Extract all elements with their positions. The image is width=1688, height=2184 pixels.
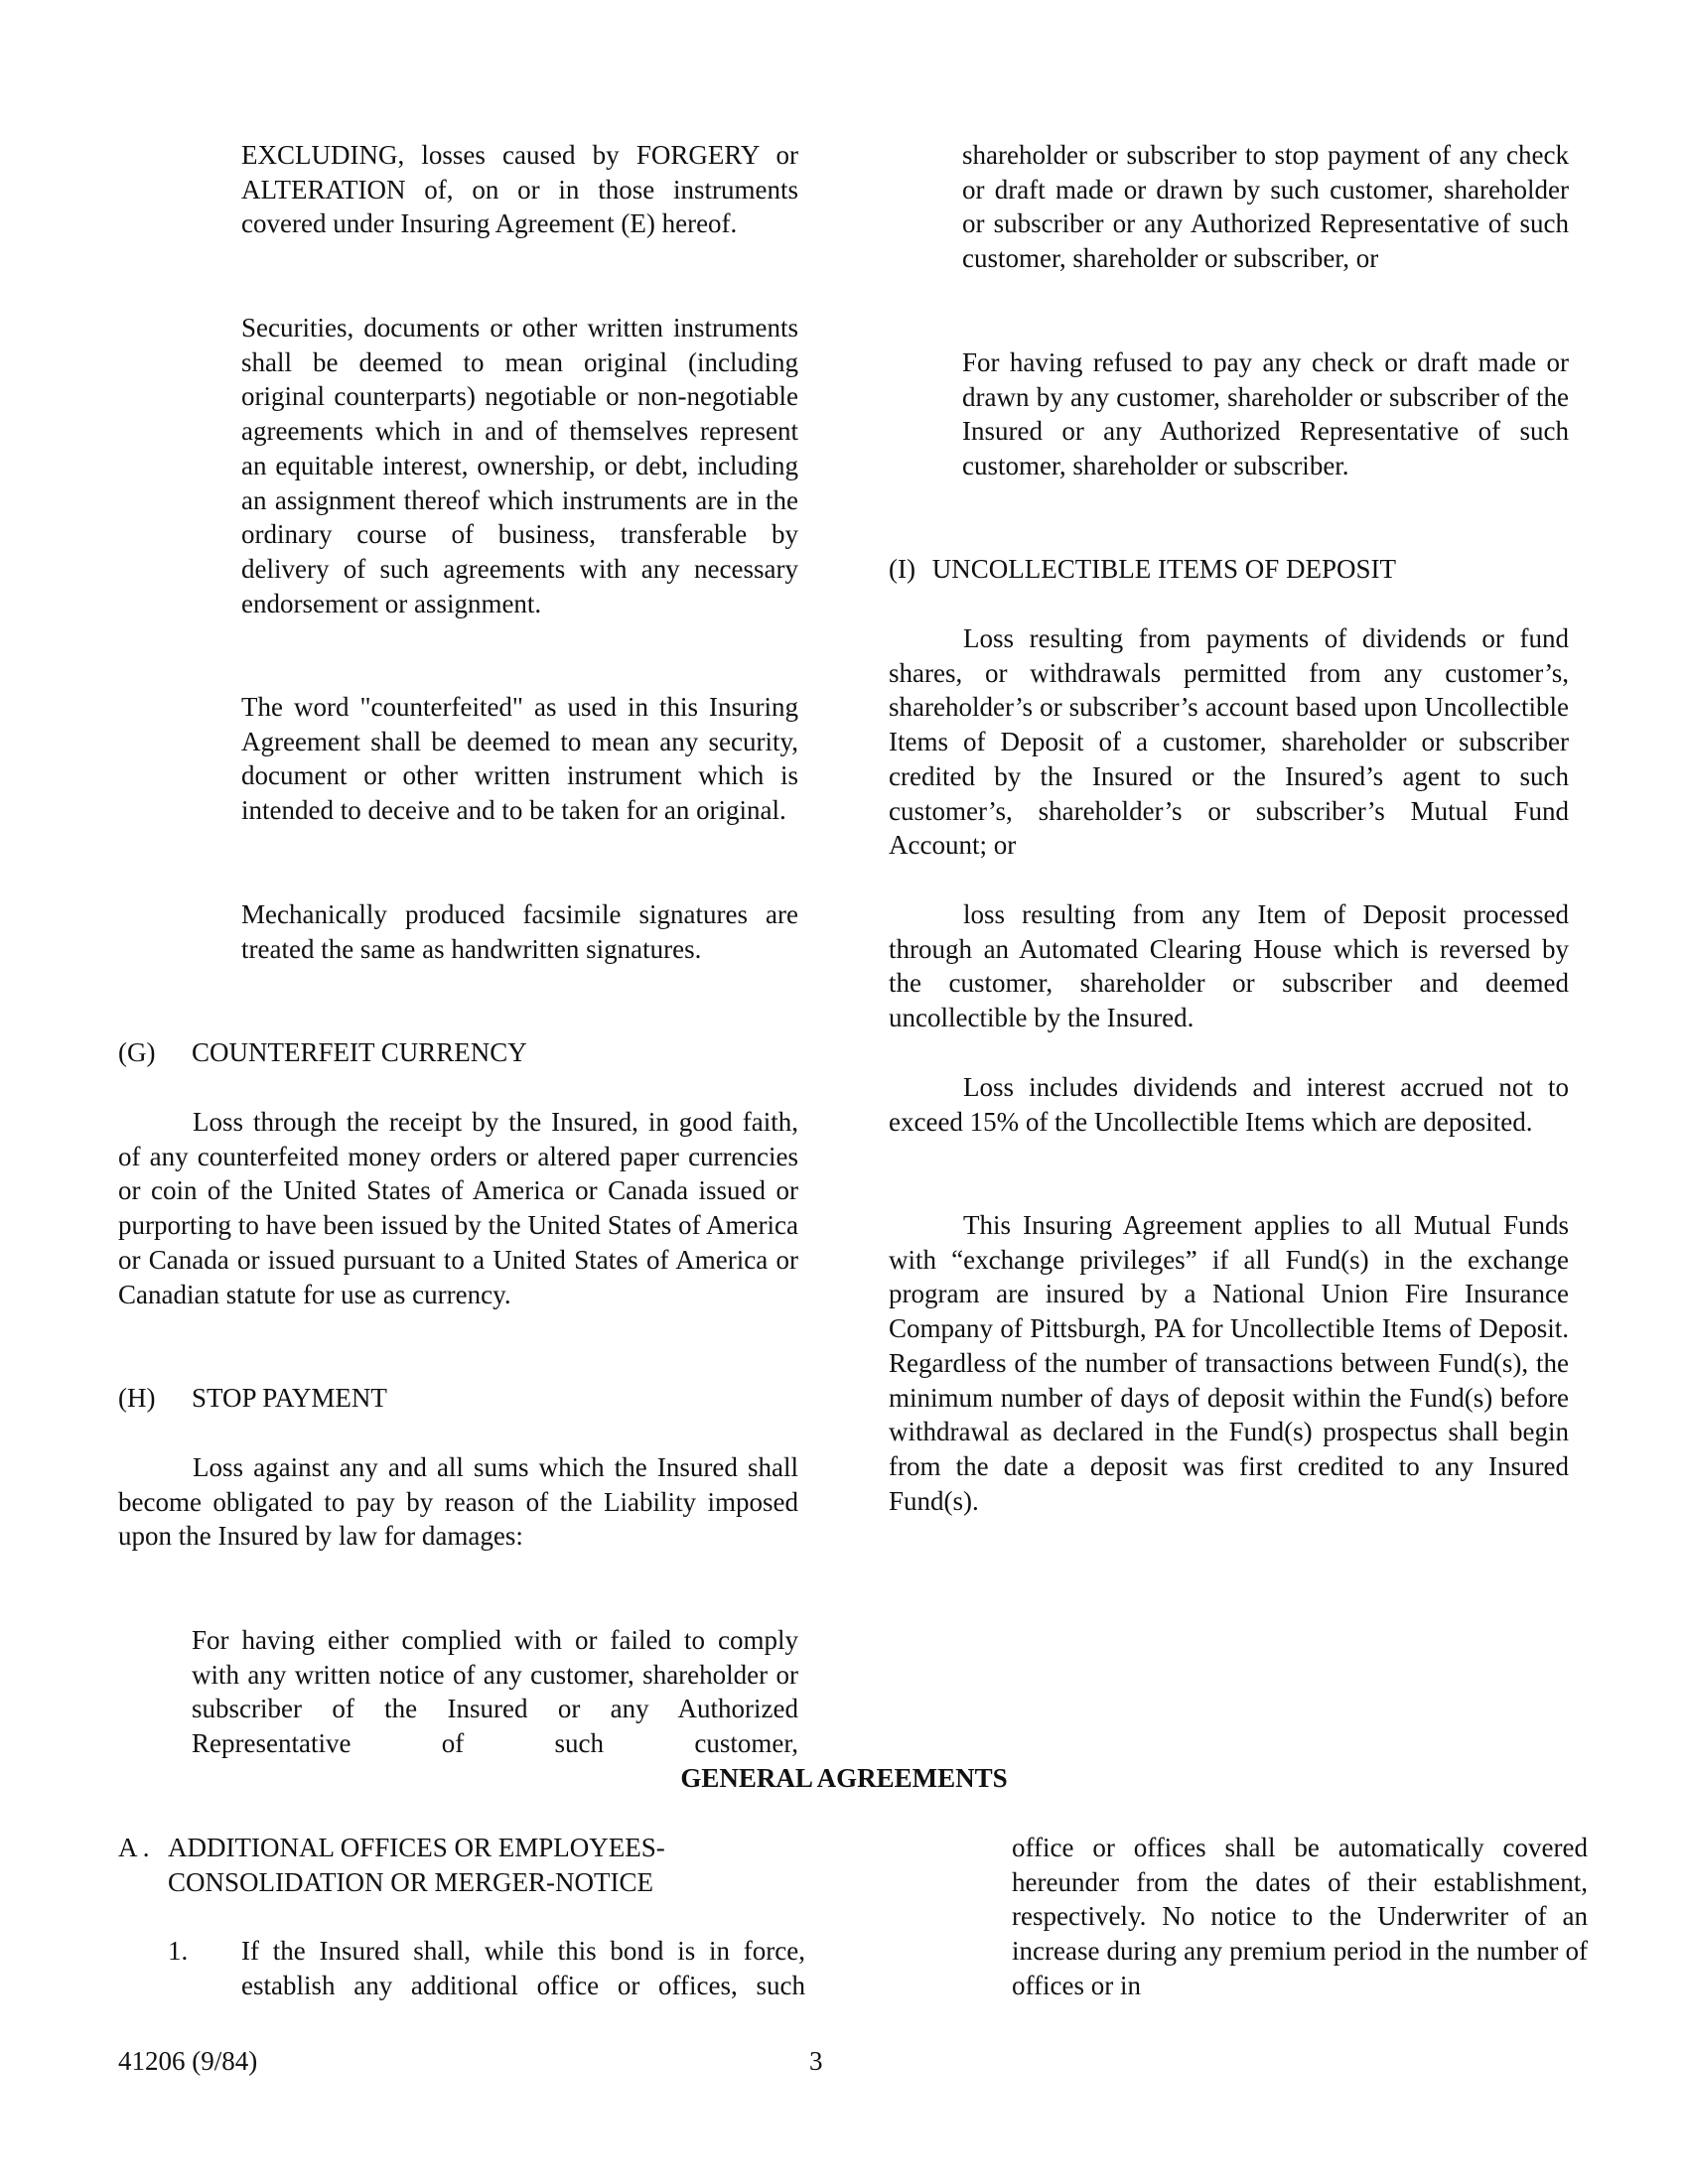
- general-agreements-title: GENERAL AGREEMENTS: [680, 1763, 1008, 1793]
- ach-paragraph: loss resulting from any Item of Deposit processed through an Automated Clearing House which is reversed by the customer, shareholder or subscriber and deemed uncollectible by the Insured.: [889, 899, 1569, 1033]
- section-i-heading: [889, 552, 1396, 587]
- item-1-number: 1.: [168, 1936, 189, 1966]
- section-a-title-line2: CONSOLIDATION OR MERGER-NOTICE: [168, 1867, 653, 1897]
- excluding-paragraph: EXCLUDING, losses caused by FORGERY or ALTERATION of, on or in those instruments covered under Insuring Agreement (E) hereof.: [241, 140, 798, 239]
- section-i-title: UNCOLLECTIBLE ITEMS OF DEPOSIT: [931, 554, 1396, 584]
- complied-paragraph: For having either complied with or failed to comply with any written notice of any customer, shareholder or subscriber of the Insured or any Authorized Representative of such customer,: [192, 1625, 798, 1759]
- section-h-letter: (H): [118, 1383, 156, 1413]
- section-i-letter: (I): [889, 554, 915, 584]
- counterfeit-currency-paragraph: Loss through the receipt by the Insured, in good faith, of any counterfeited money orders or altered paper currencies or coin of the United States of America or Canada issued or purporting to have been issued by the United States of America or Canada or issued pursuant to a United States of America or Canadian statute for use as currency.: [118, 1107, 798, 1309]
- dividends-paragraph: Loss includes dividends and interest accrued not to exceed 15% of the Uncollectible Items which are deposited.: [889, 1072, 1569, 1137]
- section-g-letter: (G): [118, 1037, 156, 1067]
- exchange-privileges-paragraph: This Insuring Agreement applies to all Mutual Funds with “exchange privileges” if all Fund(s) in the exchange program are insured by a National Union Fire Insurance Company of Pittsburgh, PA for Uncollectible Items of Deposit. Regardless of the number of transactions between Fund(s), the minimum number of days of deposit within the Fund(s) before withdrawal as declared in the Fund(s) prospectus shall begin from the date a deposit was first credited to any Insured Fund(s).: [889, 1210, 1569, 1516]
- page-number: 3: [809, 2046, 823, 2076]
- section-h-title: STOP PAYMENT: [192, 1383, 387, 1413]
- uncollectible-paragraph: Loss resulting from payments of dividends or fund shares, or withdrawals permitted from any customer’s, shareholder’s or subscriber’s account based upon Uncollectible Items of Deposit of a customer, shareholder or subscriber credited by the Insured or the Insured’s agent to such customer’s, shareholder’s or subscriber’s Mutual Fund Account; or: [889, 623, 1569, 861]
- item-1-continued: office or offices shall be automatically covered hereunder from the dates of their establishment, respectively. No notice to the Underwriter of an increase during any premium period in the number of offices or in: [1012, 1833, 1588, 2000]
- section-g-title: COUNTERFEIT CURRENCY: [192, 1037, 527, 1067]
- item-1-text: If the Insured shall, while this bond is in force, establish any additional office or offices, such: [241, 1936, 805, 2000]
- section-a-title-line1: ADDITIONAL OFFICES OR EMPLOYEES-: [168, 1833, 665, 1862]
- securities-definition-paragraph: Securities, documents or other written instruments shall be deemed to mean original (including original counterparts) negotiable or non-negotiable agreements which in and of themselves represent an equitable interest, ownership, or debt, including an assignment thereof which instruments are in the ordinary course of business, transferable by delivery of such agreements with any necessary endorsement or assignment.: [241, 313, 798, 618]
- refused-paragraph: For having refused to pay any check or draft made or drawn by any customer, shareholder or subscriber of the Insured or any Authorized Representative of such customer, shareholder or subscriber.: [962, 347, 1569, 481]
- stop-payment-paragraph: Loss against any and all sums which the Insured shall become obligated to pay by reason of the Liability imposed upon the Insured by law for damages:: [118, 1452, 798, 1552]
- section-g-heading: [118, 1035, 527, 1070]
- form-number: 41206 (9/84): [118, 2046, 258, 2076]
- section-h-heading: [118, 1381, 387, 1416]
- counterfeited-definition-paragraph: The word "counterfeited" as used in this Insuring Agreement shall be deemed to mean any security, document or other written instrument which is intended to deceive and to be taken for an original.: [241, 692, 798, 826]
- section-a-letter: A .: [118, 1833, 150, 1862]
- section-a-heading: [118, 1831, 665, 1865]
- stop-payment-continuation: shareholder or subscriber to stop payment of any check or draft made or drawn by such customer, shareholder or subscriber or any Authorized Representative of such customer, shareholder or subscriber, or: [962, 140, 1569, 274]
- facsimile-paragraph: Mechanically produced facsimile signatures are treated the same as handwritten signatures.: [241, 899, 798, 964]
